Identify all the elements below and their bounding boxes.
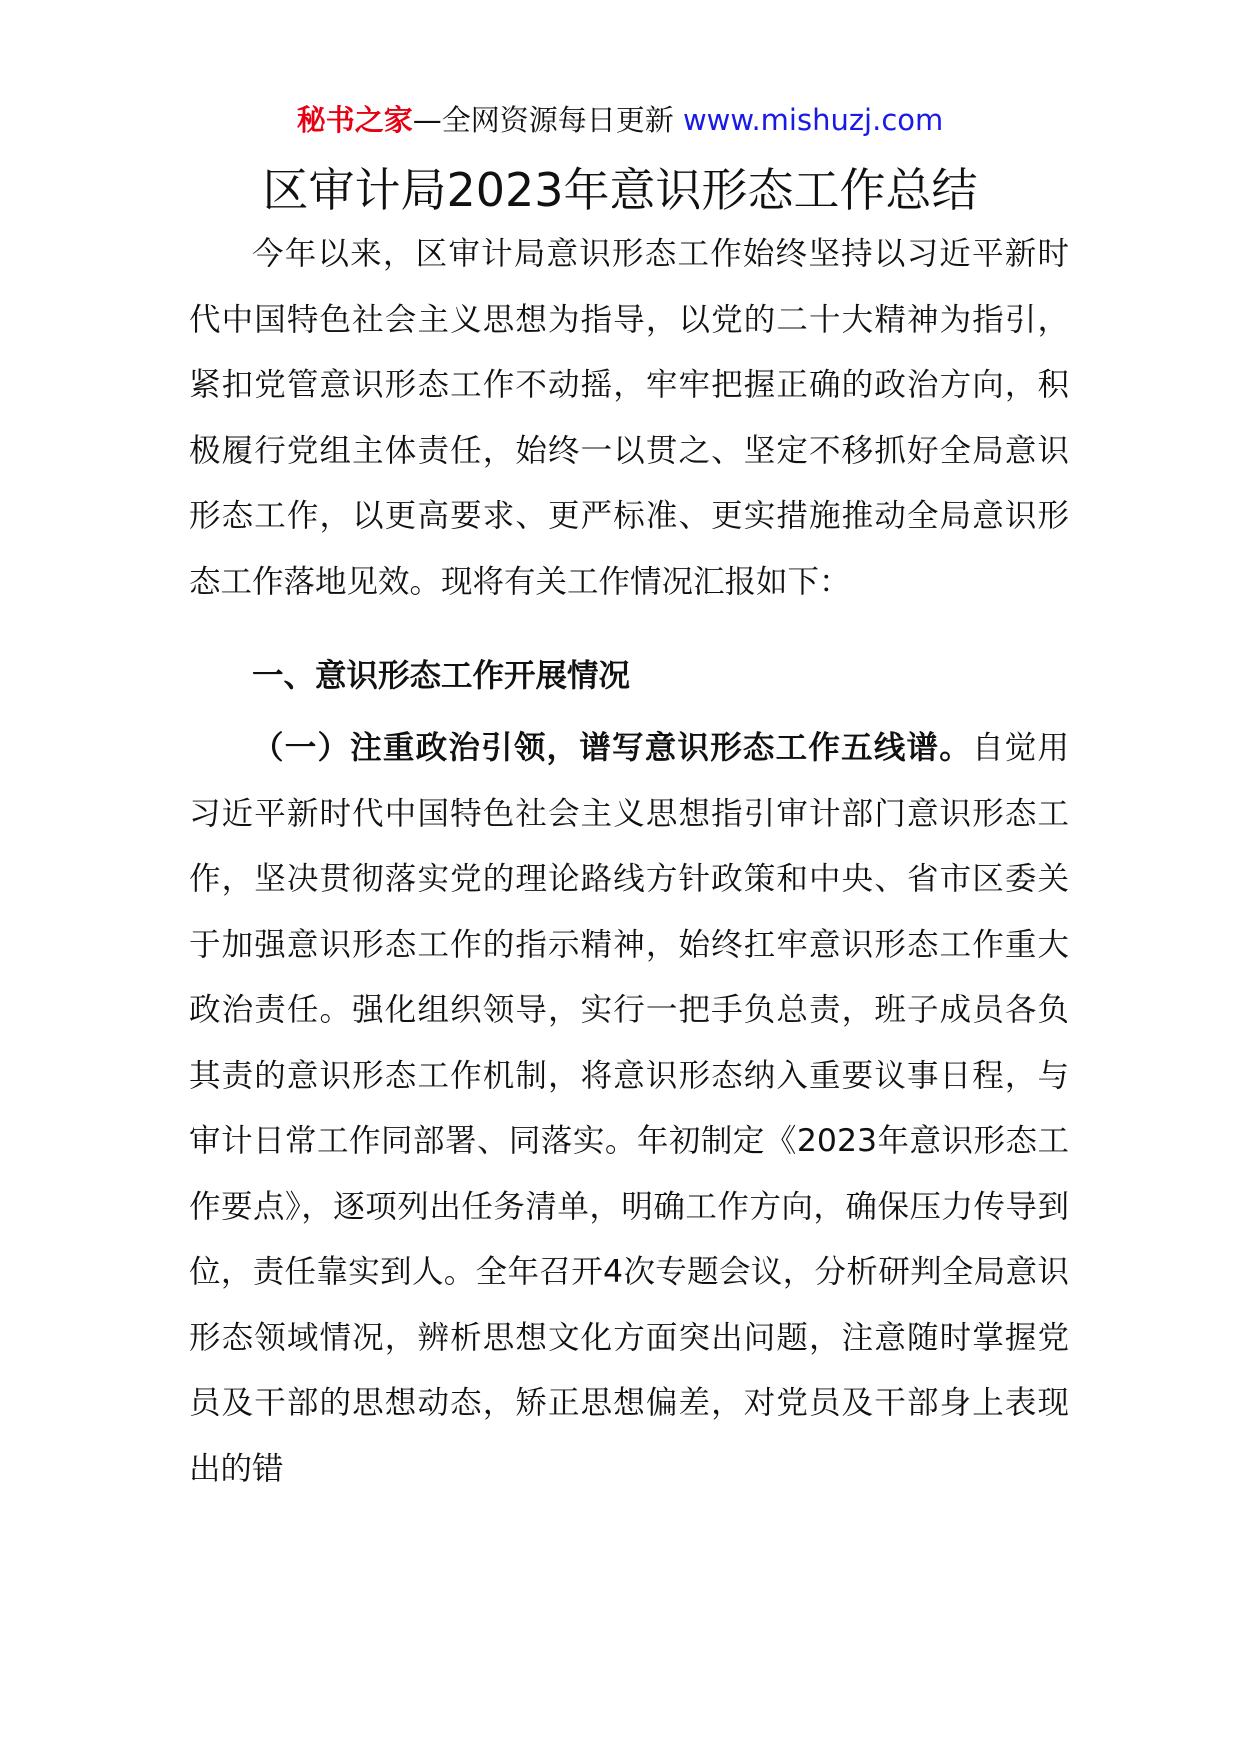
site-tagline: —全网资源每日更新 [412,103,683,137]
subsection-1-body: 自觉用习近平新时代中国特色社会主义思想指引审计部门意识形态工作，坚决贯彻落实党的理论路线方针政策和中央、省市区委关于加强意识形态工作的指示精神，始终扛牢意识形态工作重大政治责任。强化组织领导，实行一把手负总责，班子成员各负其责的意识形态工作机制，将意识形态纳入重要议事日程，与审计日常工作同部署、同落实。年初制定《2023年意识形态工作要点》，逐项列出任务清单，明确工作方向，确保压力传导到位，责任靠实到人。全年召开4次专题会议，分析研判全局意识形态领域情况，辨析思想文化方面突出问题，注意随时掌握党员及干部的思想动态，矫正思想偏差，对党员及干部身上表现出的错 [189,730,1069,1487]
intro-paragraph-block [189,222,1069,615]
document-title: 区审计局2023年意识形态工作总结 [262,163,978,217]
subsection-1-block [189,716,1069,1502]
subsection-1-lead: （一）注重政治引领，谱写意识形态工作五线谱。 [252,730,973,766]
section-heading: 一、意识形态工作开展情况 [252,658,631,694]
site-banner [0,100,1240,140]
site-brand: 秘书之家 [296,103,413,137]
intro-paragraph: 今年以来，区审计局意识形态工作始终坚持以习近平新时代中国特色社会主义思想为指导，以党的二十大精神为指引，紧扣党管意识形态工作不动摇，牢牢把握正确的政治方向，积极履行党组主体责任，始终一以贯之、坚定不移抓好全局意识形态工作，以更高要求、更严标准、更实措施推动全局意识形态工作落地见效。现将有关工作情况汇报如下： [189,236,1069,600]
site-url-link[interactable]: www.mishuzj.com [682,103,944,137]
subsection-1-paragraph [189,716,1069,1502]
